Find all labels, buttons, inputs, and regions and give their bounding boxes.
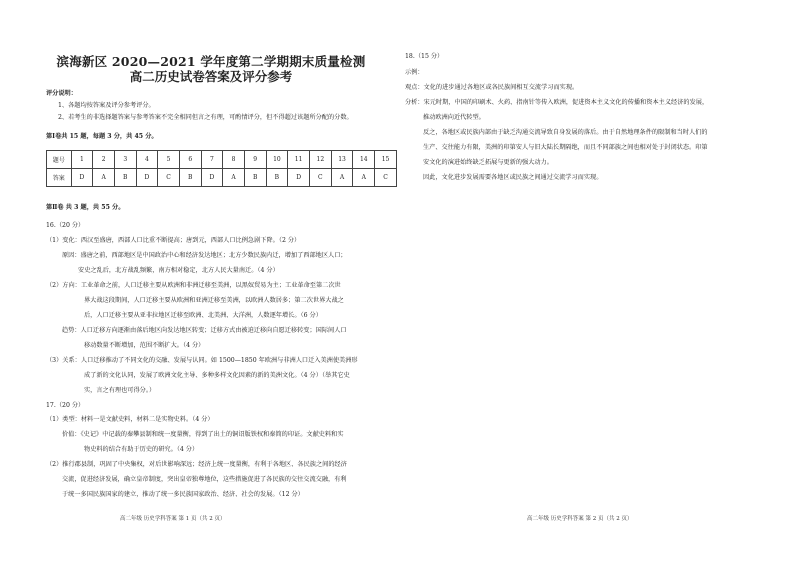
answer-line: 观点：文化的进步通过各地区或各民族间相互交流学习而实现。 — [405, 84, 579, 91]
answer-line: 后，人口迁移主要从亚非拉地区迁移至欧洲、北美洲、大洋洲，人数逐年增长。（6 分） — [84, 312, 322, 319]
instruction-1: 1、各题均按答案及评分参考评分。 — [58, 102, 155, 109]
answer-line: 分析：宋元时期，中国的印刷术、火药、指南针等传入欧洲，促进资本主义文化的传播和资本主义经济的发展， — [405, 99, 709, 106]
answer-line: （3）关系：人口迁移推动了不同文化的交融、发展与认同。如 1500—1850 年欧洲与非洲人口迁入美洲使美洲形 — [46, 357, 358, 364]
answer-line: 于统一多国民族国家的建立，推动了统一多民族国家政治、经济、社会的发展。（12 分） — [62, 491, 304, 498]
table-row-header: 题号 — [47, 151, 72, 169]
answer-line: 交流，促进经济发展，确立皇帝制度，突出皇帝独尊地位，这些措施促进了各民族的交往交流交融，有利 — [62, 476, 347, 483]
question-number: 8 — [223, 151, 245, 169]
answer-line: 安史之乱后，北方战乱频繁，南方相对稳定，北方人民大量南迁。（4 分） — [78, 267, 279, 274]
answer-cell: B — [266, 169, 288, 187]
answer-cell: C — [158, 169, 180, 187]
answer-line: 安文化的演进始终缺乏拓展与更新的强大动力。 — [423, 159, 553, 166]
question-number: 15 — [375, 151, 397, 169]
answer-table — [46, 150, 397, 187]
table-row-header: 答案 — [47, 169, 72, 187]
section2-heading: 第Ⅱ卷 共 3 题，共 55 分。 — [46, 204, 125, 211]
question-number: 13 — [331, 151, 353, 169]
answer-line: 示例： — [405, 69, 424, 76]
page-footer: 高二年级 历史学科答案 第 2 页（共 2 页） — [527, 516, 633, 522]
instruction-2: 2、若考生的非选择题答案与参考答案不完全相同但言之有理，可酌情评分，但不得超过该题所分配的分数。 — [58, 114, 353, 121]
question-18-heading: 18.（15 分） — [405, 53, 444, 60]
answer-cell: D — [288, 169, 310, 187]
question-number: 9 — [244, 151, 266, 169]
answer-line: 物史料的结合有助于历史的研究。（4 分） — [84, 446, 199, 453]
answer-cell: A — [93, 169, 115, 187]
answer-cell: B — [114, 169, 136, 187]
answer-line: 价值：《史记》中记载的秦攀县制和统一度量衡，得到了出土的铜诏版铁权和秦简的印证。文献史料和实 — [62, 431, 344, 438]
answer-line: 成了新的文化认同，发展了欧洲文化主导、多种多样文化因素的新的美洲文化。（4 分）（举其它史 — [84, 372, 350, 379]
answer-line: 推动欧洲向近代转型。 — [423, 114, 485, 121]
exam-subtitle: 高二历史试卷答案及评分参考 — [129, 69, 293, 84]
answer-line: （1）类型：材料一是文献史料，材料二是实物史料。（4 分） — [46, 416, 214, 423]
question-number: 10 — [266, 151, 288, 169]
question-17-heading: 17.（20 分） — [46, 402, 85, 409]
question-number: 3 — [114, 151, 136, 169]
answer-cell: D — [201, 169, 223, 187]
answer-line: （2）推行郡县制，巩固了中央集权，对后世影响深远；经济上统一度量衡，有利于各地区、各民族之间的经济 — [46, 461, 347, 468]
answer-cell: D — [136, 169, 158, 187]
answer-cell: A — [331, 169, 353, 187]
answer-line: 趋势：人口迁移方向逐渐由落后地区向发达地区转变；迁移方式由被迫迁移向自愿迁移转变；国际间人口 — [62, 327, 347, 334]
answer-cell: D — [71, 169, 93, 187]
section1-heading: 第Ⅰ卷共 15 题，每题 3 分，共 45 分。 — [46, 133, 158, 140]
answer-line: （2）方向：工业革命之前，人口迁移主要从欧洲和非洲迁移至美洲，以黑奴贸易为主；工业革命至第二次世 — [46, 282, 341, 289]
answer-line: 移动数量不断增加，范围不断扩大。（4 分） — [84, 342, 205, 349]
answer-cell: B — [244, 169, 266, 187]
answer-line: 实，言之有理也可得分。） — [84, 387, 156, 394]
question-number: 2 — [93, 151, 115, 169]
question-number: 1 — [71, 151, 93, 169]
page-footer: 高二年级 历史学科答案 第 1 页（共 2 页） — [120, 516, 226, 522]
answer-page-2 — [397, 0, 794, 561]
answer-line: 因此，文化进步发展需要各地区或民族之间通过交流学习而实现。 — [423, 174, 603, 181]
question-16-heading: 16.（20 分） — [46, 222, 85, 229]
answer-line: （1）变化：西汉至盛唐，西部人口比重不断提高；唐到元，西部人口比例急剧下降。（2 分） — [46, 237, 301, 244]
answer-line: 界大战这段期间，人口迁移主要从欧洲和亚洲迁移至美洲，以欧洲人数居多；第二次世界大战之 — [84, 297, 344, 304]
answer-line: 反之，各地区或民族内部由于缺乏沟通交流导致自身发展的落后。由于自然地理条件的限制和当时人们的 — [423, 129, 708, 136]
answer-line: 原因：盛唐之前，西部地区是中国政治中心和经济发达地区；北方少数民族内迁，增加了西部地区人口； — [62, 252, 347, 259]
table-row — [47, 169, 397, 187]
answer-cell: B — [179, 169, 201, 187]
question-number: 7 — [201, 151, 223, 169]
question-number: 4 — [136, 151, 158, 169]
instructions-heading: 评分说明： — [46, 90, 77, 97]
exam-title: 滨海新区 2020—2021 学年度第二学期期末质量检测 — [56, 54, 366, 69]
question-number: 5 — [158, 151, 180, 169]
question-number: 11 — [288, 151, 310, 169]
table-row — [47, 151, 397, 169]
answer-cell: A — [223, 169, 245, 187]
answer-cell: A — [353, 169, 375, 187]
answer-line: 生产、交往能力有限，美洲的印第安人与旧大陆长期隔绝，而且不同部族之间也相对处于封闭状态。印第 — [423, 144, 708, 151]
question-number: 12 — [309, 151, 331, 169]
answer-cell: C — [309, 169, 331, 187]
question-number: 6 — [179, 151, 201, 169]
question-number: 14 — [353, 151, 375, 169]
answer-cell: C — [375, 169, 397, 187]
